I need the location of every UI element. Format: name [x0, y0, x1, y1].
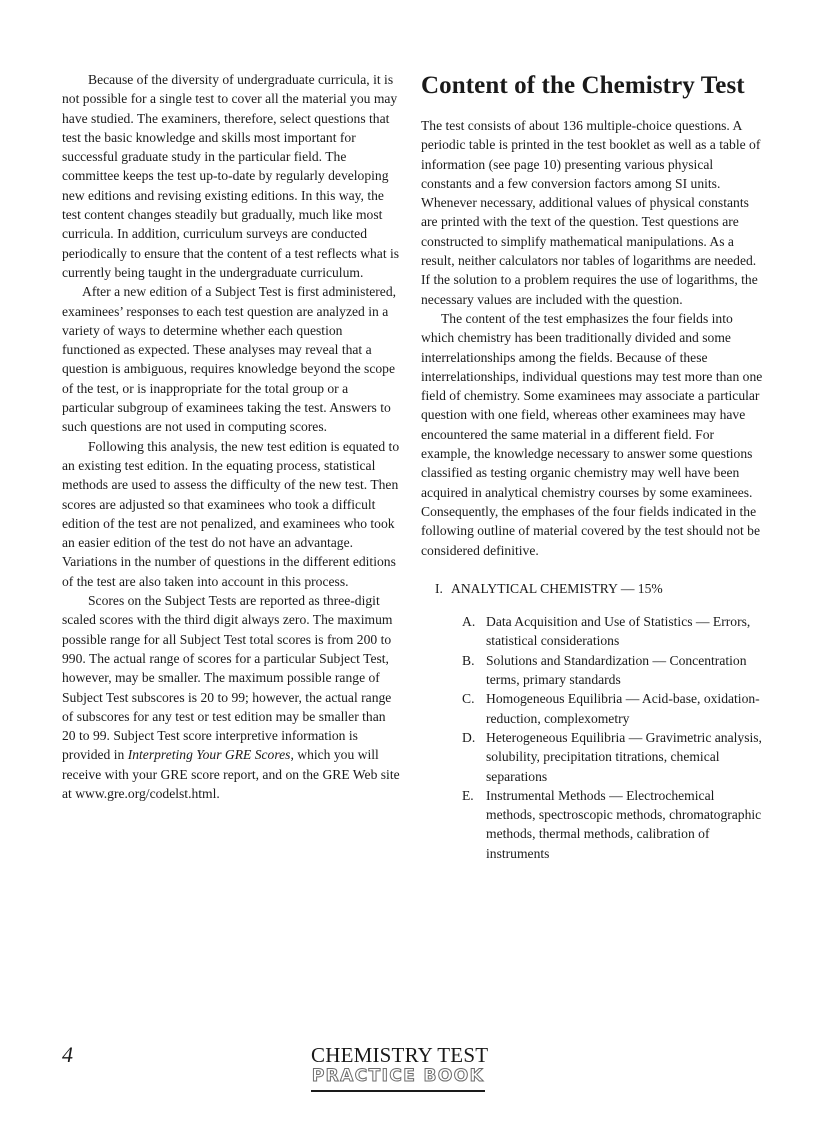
section-heading: Content of the Chemistry Test — [421, 72, 745, 99]
brand-subtitle: PRACTICE BOOK — [311, 1066, 485, 1086]
outline-item-text: Solutions and Standardization — Concentration terms, primary standards — [486, 652, 747, 688]
outline-item — [421, 612, 766, 651]
outline-item-text: Data Acquisition and Use of Statistics — Errors, statistical considerations — [486, 614, 751, 649]
publication-title: Interpreting Your GRE Scores — [127, 747, 291, 763]
outline-item-text: Homogeneous Equilibria — Acid-base, oxidation-reduction, complexometry — [486, 691, 760, 726]
body-paragraph: Because of the diversity of undergraduate curricula, it is not possible for a single test to cover all the material you may have studied. The examiners, therefore, select questions that test the basic knowledge and skills most important for successful graduate study in the particular field. The committee keeps the test up-to-date by regularly developing new editions and revising existing editions. In this way, the test content changes steadily but gradually, much like most curricula. In addition, curriculum surveys are conducted periodically to ensure that the content of a test reflects what is currently being taught in the undergraduate curriculum. — [62, 72, 400, 280]
outline-item-letter: A. — [462, 614, 476, 630]
outline-item — [421, 728, 766, 786]
scores-text-end: , which you will receive with your GRE score report, and on the GRE Web site at www.gre.org/codelst.html. — [62, 747, 400, 801]
body-paragraph: After a new edition of a Subject Test is first administered, examinees’ responses to each test question are analyzed in a variety of ways to determine whether each question functioned as expected. These analyses may reveal that a question is ambiguous, requires knowledge beyond the scope of the test, or is inappropriate for the total group or a particular subgroup of examinees taking the test. Answers to such questions are not used in computing scores. — [62, 284, 397, 435]
outline-numeral: I. — [435, 580, 443, 596]
body-paragraph-scores — [62, 591, 402, 803]
left-column — [62, 70, 402, 803]
outline-item-text: Instrumental Methods — Electrochemical methods, spectroscopic methods, chromatographic methods, thermal methods, calibration of instruments — [486, 787, 762, 861]
body-paragraph: The test consists of about 136 multiple-choice questions. A periodic table is printed in the test booklet as well as a table of information (see page 10) presenting various physical constants and a few conversion factors among SI units. Whenever necessary, additional values of physical constants are printed with the text of the question. Test questions are constructed to simplify mathematical manipulations. As a result, neither calculators nor tables of logarithms are needed. If the solution to a problem requires the use of logarithms, the necessary values are included with the question. — [421, 118, 761, 307]
scores-text: Scores on the Subject Tests are reported as three-digit scaled scores with the third digit always zero. The maximum possible range for all Subject Test total scores is from 200 to 990. The actual range of scores for a particular Subject Test, however, may be smaller. The maximum possible range of Subject Test subscores is 20 to 99; however, the actual range of subscores for any test or test edition may be smaller than 20 to 99. Subject Test score interpretive information is provided in — [62, 593, 393, 763]
outline-heading — [421, 579, 766, 598]
right-column — [421, 70, 766, 863]
footer-brand — [311, 1043, 489, 1092]
content-outline — [421, 579, 766, 863]
outline-item — [421, 651, 766, 690]
outline-item-letter: E. — [462, 787, 474, 803]
outline-item-letter: C. — [462, 691, 475, 707]
outline-item-letter: B. — [462, 652, 475, 668]
outline-title: ANALYTICAL CHEMISTRY — 15% — [451, 580, 663, 596]
brand-title: CHEMISTRY TEST — [311, 1043, 489, 1067]
outline-item — [421, 786, 766, 863]
outline-items — [421, 612, 766, 863]
outline-item-letter: D. — [462, 729, 476, 745]
outline-item — [421, 689, 766, 728]
page-number: 4 — [62, 1042, 73, 1067]
brand-rule — [311, 1090, 485, 1092]
outline-item-text: Heterogeneous Equilibria — Gravimetric analysis, solubility, precipitation titrations, chemical separations — [486, 729, 762, 784]
body-paragraph: The content of the test emphasizes the four fields into which chemistry has been traditionally divided and some interrelationships among the fields. Because of these interrelationships, individual questions may test more than one field of chemistry. Some examinees may associate a particular question with one field, whereas other examinees may have encountered the same material in a different field. For example, the knowledge necessary to answer some questions classified as testing organic chemistry may well have been acquired in analytical chemistry courses by some examinees. Consequently, the emphases of the four fields indicated in the following outline of material covered by the test should not be considered definitive. — [421, 310, 763, 558]
body-paragraph: Following this analysis, the new test edition is equated to an existing test edition. In the equating process, statistical methods are used to assess the difficulty of the new test. Then scores are adjusted so that examinees who took a difficult edition of the test are not penalized, and examinees who took an easier edition of the test do not have an advantage. Variations in the number of questions in the different editions of the test are also taken into account in this process. — [62, 438, 400, 589]
